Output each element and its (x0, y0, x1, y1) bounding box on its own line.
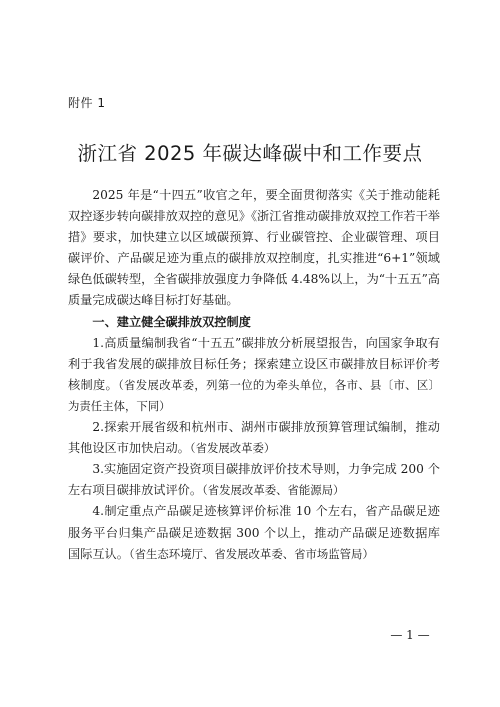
responsible-units: （省发展改革委，列第一位的为牵头单位，各市、县〔市、区〕为责任主体，下同） (68, 377, 440, 413)
list-item (68, 501, 440, 564)
document-title: 浙江省 2025 年碳达峰碳中和工作要点 (77, 142, 423, 165)
document-body (68, 185, 440, 565)
responsible-units: （省生态环境厅、省发展改革委、省市场监管局） (128, 546, 374, 561)
responsible-units: （省发展改革委） (189, 441, 276, 456)
item-text: 4.制定重点产品碳足迹核算评价标准 10 个左右，省产品碳足迹服务平台归集产品碳足迹数据 300 个以上，推动产品碳足迹数据库国际互认。 (68, 504, 440, 561)
list-item (68, 417, 440, 459)
item-text: 2.探索开展省级和杭州市、湖州市碳排放预算管理试编制，推动其他设区市加快启动。 (68, 420, 440, 456)
intro-paragraph: 2025 年是“十四五”收官之年，要全面贯彻落实《关于推动能耗双控逐步转向碳排放双控的意见》《浙江省推动碳排放双控工作若干举措》要求，加快建立以区域碳预算、行业碳管控、企业碳管理、项目碳评价、产品碳足迹为重点的碳排放双控制度，扎实推进“6+1”领域绿色低碳转型，全省碳排放强度力争降低 4.48%以上，为“十五五”高质量完成碳达峰目标打好基础。 (68, 188, 440, 308)
list-item (68, 459, 440, 501)
attachment-label: 附件 1 (68, 96, 106, 110)
page-number: — 1 — (390, 628, 430, 642)
item-text: 1.高质量编制我省“十五五”碳排放分析展望报告，向国家争取有利于我省发展的碳排放目标任务；探索建立设区市碳排放目标评价考核制度。 (68, 335, 440, 392)
section-heading: 一、建立健全碳排放双控制度 (92, 314, 251, 329)
responsible-units: （省发展改革委、省能源局） (202, 483, 345, 498)
list-item (68, 333, 440, 417)
item-text: 3.实施固定资产投资项目碳排放评价技术导则，力争完成 200 个左右项目碳排放试评价。 (68, 462, 440, 498)
